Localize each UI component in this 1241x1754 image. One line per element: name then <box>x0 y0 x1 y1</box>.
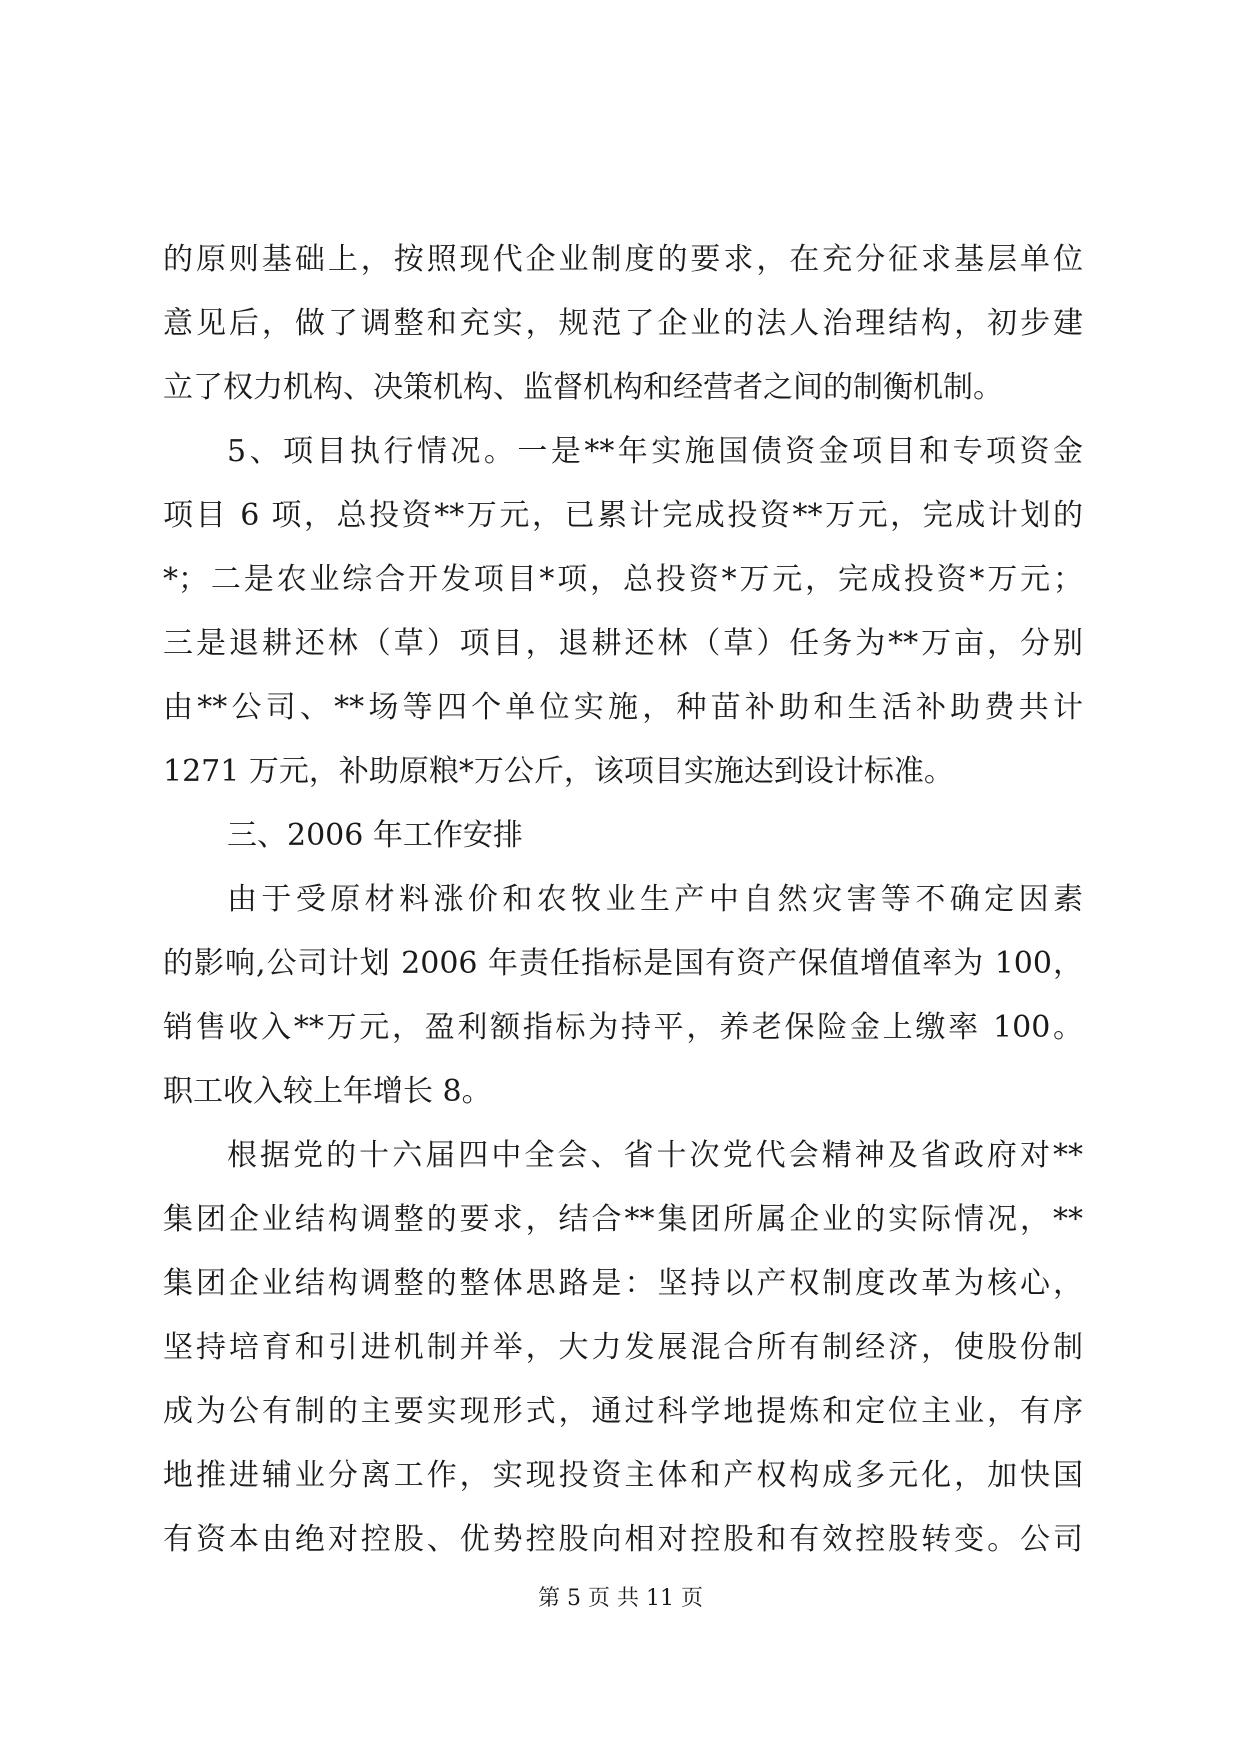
paragraph-line: 坚持培育和引进机制并举，大力发展混合所有制经济，使股份制 <box>163 1330 1083 1365</box>
paragraph-line: 由**公司、**场等四个单位实施，种苗补助和生活补助费共计 <box>163 690 1083 725</box>
paragraph-line: 1271 万元，补助原粮*万公斤，该项目实施达到设计标准。 <box>163 754 954 789</box>
paragraph-line: *；二是农业综合开发项目*项，总投资*万元，完成投资*万元； <box>163 562 1083 597</box>
paragraph-line: 的影响,公司计划 2006 年责任指标是国有资产保值增值率为 100， <box>163 946 1083 981</box>
paragraph-line: 立了权力机构、决策机构、监督机构和经营者之间的制衡机制。 <box>163 370 1003 405</box>
paragraph-line: 的原则基础上，按照现代企业制度的要求，在充分征求基层单位 <box>163 242 1083 277</box>
page-number-footer: 第 5 页 共 11 页 <box>538 1586 703 1611</box>
paragraph-line: 地推进辅业分离工作，实现投资主体和产权构成多元化，加快国 <box>163 1458 1083 1493</box>
paragraph-line: 销售收入**万元，盈利额指标为持平，养老保险金上缴率 100。 <box>163 1010 1083 1045</box>
body-text <box>163 228 1083 1572</box>
paragraph-line: 成为公有制的主要实现形式，通过科学地提炼和定位主业，有序 <box>163 1394 1083 1429</box>
paragraph-line: 三是退耕还林（草）项目，退耕还林（草）任务为**万亩，分别 <box>163 626 1083 661</box>
paragraph-line: 有资本由绝对控股、优势控股向相对控股和有效控股转变。公司 <box>163 1522 1083 1557</box>
paragraph-line: 职工收入较上年增长 8。 <box>163 1074 492 1109</box>
paragraph-line: 根据党的十六届四中全会、省十次党代会精神及省政府对** <box>227 1138 1083 1173</box>
paragraph-line: 意见后，做了调整和充实，规范了企业的法人治理结构，初步建 <box>163 306 1083 341</box>
paragraph-line: 项目 6 项，总投资**万元，已累计完成投资**万元，完成计划的 <box>163 498 1083 533</box>
paragraph-line: 由于受原材料涨价和农牧业生产中自然灾害等不确定因素 <box>227 882 1083 917</box>
paragraph-line: 集团企业结构调整的整体思路是：坚持以产权制度改革为核心， <box>163 1266 1083 1301</box>
section-heading: 三、2006 年工作安排 <box>227 818 523 853</box>
paragraph-line: 5、项目执行情况。一是**年实施国债资金项目和专项资金 <box>227 434 1083 469</box>
paragraph-line: 集团企业结构调整的要求，结合**集团所属企业的实际情况，** <box>163 1202 1083 1237</box>
